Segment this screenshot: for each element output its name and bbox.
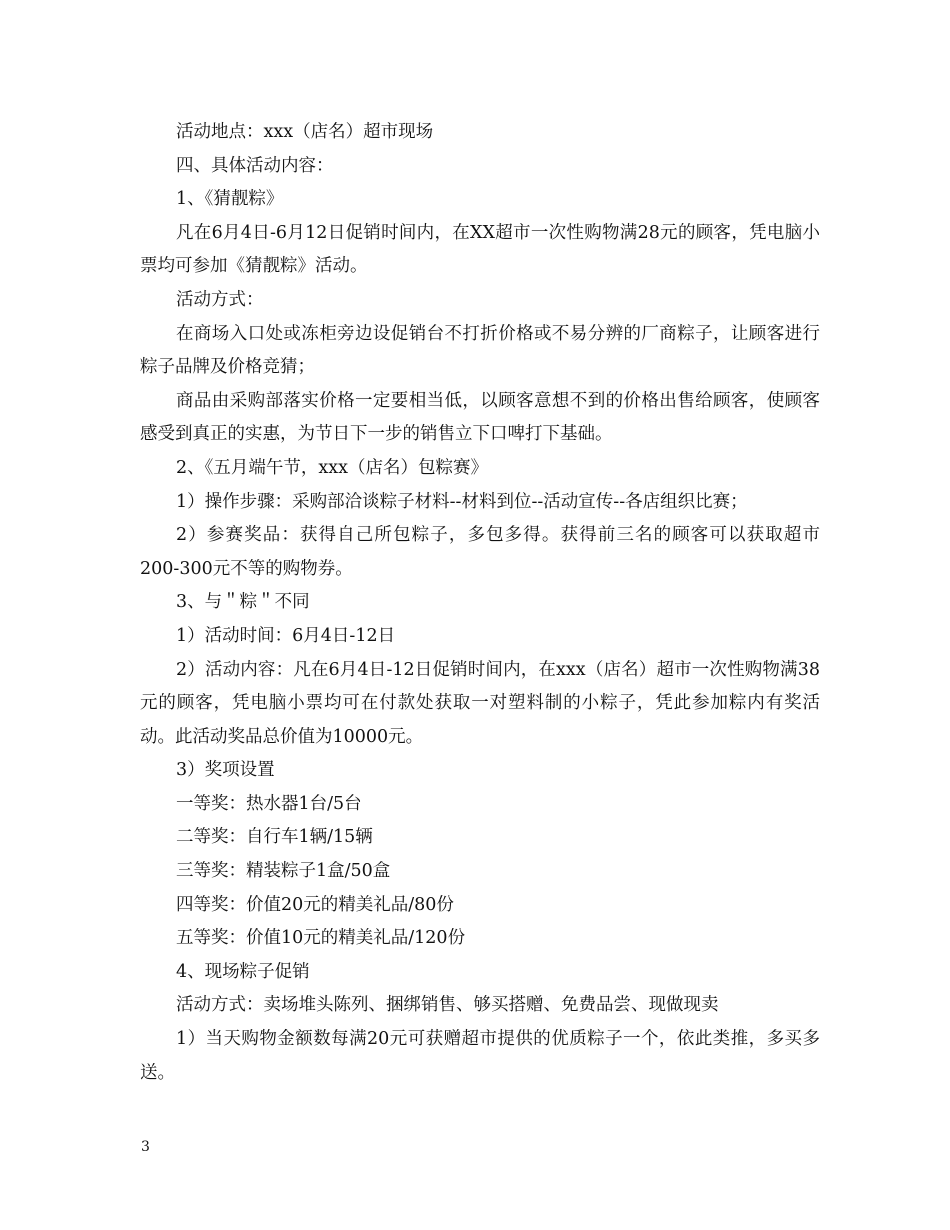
prize-second: 二等奖：自行车1辆/15辆 <box>176 827 373 848</box>
paragraph-onsite-method: 活动方式：卖场堆头陈列、捆绑销售、够买搭赠、免费品尝、现做现卖 <box>176 995 719 1016</box>
subheading-onsite-promotion: 4、现场粽子促销 <box>176 961 310 982</box>
paragraph-contest-prizes: 2）参赛奖品：获得自己所包粽子，多包多得。获得前三名的顾客可以获取超市200-300元不等的购物券。 <box>140 525 820 579</box>
subheading-different-zongzi: 3、与＂粽＂不同 <box>176 592 310 613</box>
paragraph-contest-steps: 1）操作步骤：采购部洽谈粽子材料--材料到位--活动宣传--各店组织比赛； <box>176 491 748 512</box>
paragraph-pricing: 商品由采购部落实价格一定要相当低，以顾客意想不到的价格出售给顾客，使顾客感受到真正的实惠，为节日下一步的销售立下口啤打下基础。 <box>140 390 820 445</box>
label-activity-method: 活动方式： <box>176 289 264 310</box>
document-body <box>140 116 820 1090</box>
section-heading-activities: 四、具体活动内容： <box>176 155 334 176</box>
paragraph-activity-content: 2）活动内容：凡在6月4日-12日促销时间内，在xxx（店名）超市一次性购物满38元的顾客，凭电脑小票均可在付款处获取一对塑料制的小粽子，凭此参加粽内有奖活动。此活动奖品总价值为10000元。 <box>140 659 820 747</box>
paragraph-location: 活动地点：xxx（店名）超市现场 <box>176 122 434 142</box>
page-number: 3 <box>141 1139 150 1155</box>
paragraph-free-zongzi: 1）当天购物金额数每满20元可获赠超市提供的优质粽子一个，依此类推，多买多送。 <box>140 1029 820 1083</box>
prize-fourth: 四等奖：价值20元的精美礼品/80份 <box>176 894 454 915</box>
paragraph-activity-time: 1）活动时间：6月4日-12日 <box>176 625 396 646</box>
label-prize-setup: 3）奖项设置 <box>176 760 275 781</box>
prize-fifth: 五等奖：价值10元的精美礼品/120份 <box>176 928 466 949</box>
prize-third: 三等奖：精装粽子1盒/50盒 <box>176 861 391 882</box>
subheading-wrapping-contest: 2、《五月端午节，xxx（店名）包粽赛》 <box>176 457 488 478</box>
paragraph-guess-eligibility: 凡在6月4日-6月12日促销时间内，在XX超市一次性购物满28元的顾客，凭电脑小票均可参加《猜靓粽》活动。 <box>140 222 820 277</box>
paragraph-promotion-desk: 在商场入口处或冻柜旁边设促销台不打折价格或不易分辨的厂商粽子，让顾客进行粽子品牌及价格竞猜； <box>140 323 820 378</box>
prize-first: 一等奖：热水器1台/5台 <box>176 793 362 814</box>
subheading-guess-zongzi: 1、《猜靓粽》 <box>176 189 284 210</box>
